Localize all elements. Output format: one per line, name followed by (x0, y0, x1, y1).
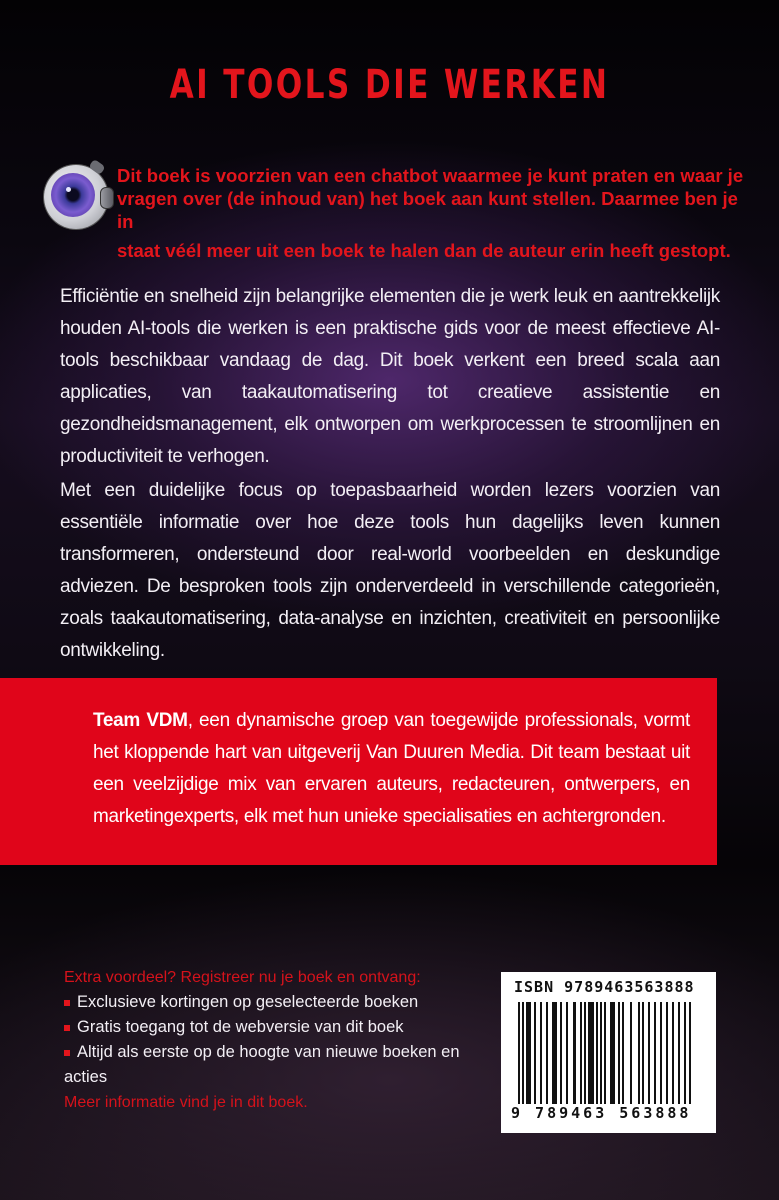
chatbot-line-1: Dit boek is voorzien van een chatbot waarmee je kunt praten en waar je (117, 165, 744, 186)
bullet-icon (64, 1000, 70, 1006)
description-paragraph-2: Met een duidelijke focus op toepasbaarheid worden lezers voorzien van essentiële informatie over hoe deze tools hun dagelijks leven kunnen transformeren, ondersteund door real-world voorbeelden en deskundige adviezen. De besproken tools zijn onderverdeeld in verschillende categorieën, zoals taakautomatisering, data-analyse en inzichten, creativiteit en persoonlijke ontwikkeling. (60, 480, 720, 661)
eye-knob-top (88, 159, 105, 175)
chatbot-line-3: staat véél meer uit een boek te halen dan de auteur erin heeft gestopt. (117, 240, 731, 261)
extras-footer: Meer informatie vind je in dit boek. (64, 1094, 308, 1111)
extras-item-label: Exclusieve kortingen op geselecteerde boeken (77, 993, 419, 1011)
extras-heading: Extra voordeel? Registreer nu je boek en ontvang: (64, 969, 421, 986)
author-name: Team VDM (93, 710, 188, 731)
author-bio (93, 705, 690, 833)
chatbot-notice (117, 164, 757, 262)
barcode-bars (518, 1002, 698, 1119)
eye-iris (51, 173, 95, 217)
book-title: AI TOOLS DIE WERKEN (169, 62, 610, 108)
author-bio-text: , een dynamische groep van toegewijde professionals, vormt het kloppende hart van uitgeverij Van Duuren Media. Dit team bestaat uit een veelzijdige mix van ervaren auteurs, redacteuren, ontwerpers, en marketingexperts, elk met hun unieke specialisaties en achtergronden. (93, 710, 691, 827)
extras-item-label: Altijd als eerste op de hoogte van nieuwe boeken en acties (64, 1043, 460, 1086)
robot-eye-icon (44, 165, 108, 229)
eye-knob (100, 187, 114, 209)
isbn-digits: 9 789463 563888 (511, 1104, 692, 1122)
eye-glint (66, 187, 71, 192)
isbn-label: ISBN 9789463563888 (514, 978, 695, 996)
author-box (0, 678, 717, 865)
description-paragraph-1: Efficiëntie en snelheid zijn belangrijke elementen die je werk leuk en aantrekkelijk houden AI-tools die werken is een praktische gids voor de meest effectieve AI-tools beschikbaar vandaag de dag. Dit boek verkent een breed scala aan applicaties, van taakautomatisering tot creatieve assistentie en gezondheidsmanagement, elk ontworpen om werkprocessen te stroomlijnen en productiviteit te verhogen. (60, 286, 720, 467)
extras-item (64, 1040, 494, 1090)
chatbot-line-2: vragen over (de inhoud van) het boek aan kunt stellen. Daarmee ben je in (117, 188, 738, 232)
extras-item-label: Gratis toegang tot de webversie van dit boek (77, 1018, 404, 1036)
isbn-barcode (501, 972, 716, 1133)
extras-item (64, 990, 494, 1015)
bullet-icon (64, 1050, 70, 1056)
extras-section (64, 965, 494, 1115)
extras-item (64, 1015, 494, 1040)
bullet-icon (64, 1025, 70, 1031)
